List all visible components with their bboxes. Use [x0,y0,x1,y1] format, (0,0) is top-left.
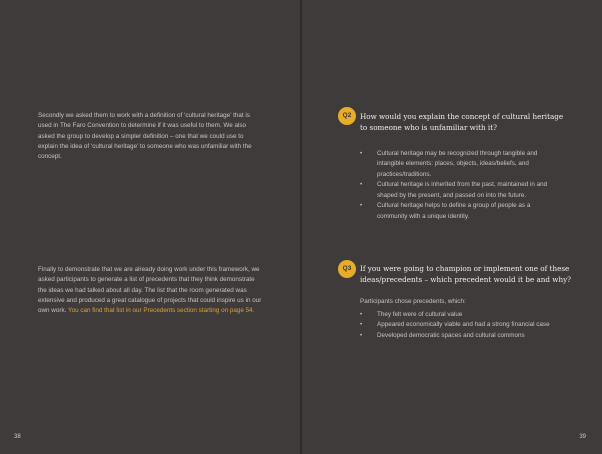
page-number-left: 38 [14,434,21,440]
precedents-paragraph-text: Finally to demonstrate that we are already doing work under this framework, we asked participants to generate a list of precedents that they think demonstrate the ideas we had talked about all day. The list that the room generated was extensive and produced a great catalogue of projects that could inspire us in our own work. [38,266,262,315]
precedents-link[interactable]: You can find that list in our Precedents section starting on page 54. [68,307,255,315]
precedents-paragraph [38,265,264,316]
list-item: • They felt were of cultural value [360,310,560,320]
list-item: • Cultural heritage helps to define a group of people as a community with a unique identity. [360,201,560,222]
q3-badge: Q3 [338,260,356,278]
q2-bullet-list [360,149,560,223]
list-item: • Appeared economically viable and had a strong financial case [360,320,560,330]
list-item: • Cultural heritage is inherited from the past, maintained in and shaped by the present, and passed on into the future. [360,180,560,201]
q3-bullet-list [360,310,560,341]
right-page [302,0,602,454]
list-item: • Cultural heritage may be recognized through tangible and intangible elements: places, objects, ideas/beliefs, and practices/traditions. [360,149,560,180]
q2-badge: Q2 [338,107,356,125]
left-page [0,0,300,454]
q2-question: How would you explain the concept of cultural heritage to someone who is unfamiliar with it? [360,112,564,132]
page-number-right: 39 [579,434,586,440]
q3-question: If you were going to champion or implement one of these ideas/precedents – which precedent would it be and why? [360,264,571,284]
q3-lead: Participants chose precedents, which: [360,298,466,305]
intro-paragraph: Secondly we asked them to work with a definition of ‘cultural heritage’ that is used in The Faro Convention to determine if it was useful to them. We also asked the group to develop a simpler definition – one that we could use to explain the idea of ‘cultural heritage’ to someone who was unfamiliar with the concept. [38,112,252,161]
list-item: • Developed democratic spaces and cultural commons [360,331,560,341]
